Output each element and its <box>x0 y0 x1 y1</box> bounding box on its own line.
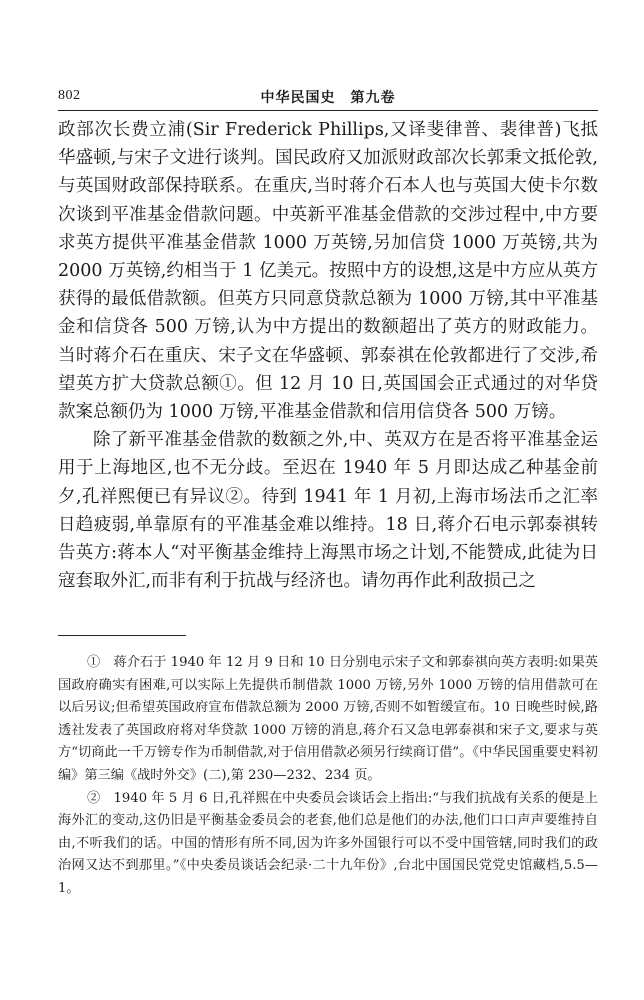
body-paragraph: 除了新平准基金借款的数额之外,中、英双方在是否将平准基金运用于上海地区,也不无分歧。至迟在 1940 年 5 月即达成乙种基金前夕,孔祥熙便已有异议②。待到 1941 年 1 月初,上海市场法币之汇率日趋疲弱,单靠原有的平准基金难以维持。18 日,蒋介石电示郭泰祺转告英方:蒋本人“对平衡基金维持上海黑市场之计划,不能赞成,此徒为日寇套取外汇,而非有利于抗战与经济也。请勿再作此利敌损己之 <box>58 430 598 592</box>
footnote-divider <box>58 635 186 636</box>
footnotes <box>58 652 598 901</box>
footnote: ① 蒋介石于 1940 年 12 月 9 日和 10 日分别电示宋子文和郭泰祺向英方表明:如果英国政府确实有困难,可以实际上先提供币制借款 1000 万镑,另外 1000 万镑的信用借款可在以后另议;但希望英国政府宣布借款总额为 2000 万镑,否则不如暂缓宣布。10 日晚些时候,路透社发表了英国政府将对华贷款 1000 万镑的消息,蒋介石又急电郭泰祺和宋子文,要求与英方“切商此一千万镑专作为币制借款,对于信用借款必须另行续商订借”。《中华民国重要史料初编》第三编《战时外交》(二),第 230—232、234 页。 <box>58 655 598 783</box>
footnote: ② 1940 年 5 月 6 日,孔祥熙在中央委员会谈话会上指出:“与我们抗战有关系的便是上海外汇的变动,这仍旧是平衡基金委员会的老套,他们总是他们的办法,他们口口声声要维持自由,不听我们的话。中国的情形有所不同,因为许多外国银行可以不受中国管辖,同时我们的政治网又达不到那里。”《中央委员谈话会纪录·二十九年份》,台北中国国民党党史馆藏档,5.5—1。 <box>58 790 598 896</box>
main-text <box>58 116 598 595</box>
running-title: 中华民国史 第九卷 <box>260 90 396 106</box>
page-header <box>58 86 598 111</box>
page-number: 802 <box>58 88 81 103</box>
body-paragraph: 政部次长费立浦(Sir Frederick Phillips,又译斐律普、裴律普)飞抵华盛顿,与宋子文进行谈判。国民政府又加派财政部次长郭秉文抵伦敦,与英国财政部保持联系。在重庆,当时蒋介石本人也与英国大使卡尔数次谈到平准基金借款问题。中英新平准基金借款的交涉过程中,中方要求英方提供平准基金借款 1000 万英镑,另加信贷 1000 万英镑,共为 2000 万英镑,约相当于 1 亿美元。按照中方的设想,这是中方应从英方获得的最低借款额。但英方只同意贷款总额为 1000 万镑,其中平准基金和信贷各 500 万镑,认为中方提出的数额超出了英方的财政能力。当时蒋介石在重庆、宋子文在华盛顿、郭泰祺在伦敦都进行了交涉,希望英方扩大贷款总额①。但 12 月 10 日,英国国会正式通过的对华贷款案总额仍为 1000 万镑,平准基金借款和信用信贷各 500 万镑。 <box>58 120 598 423</box>
